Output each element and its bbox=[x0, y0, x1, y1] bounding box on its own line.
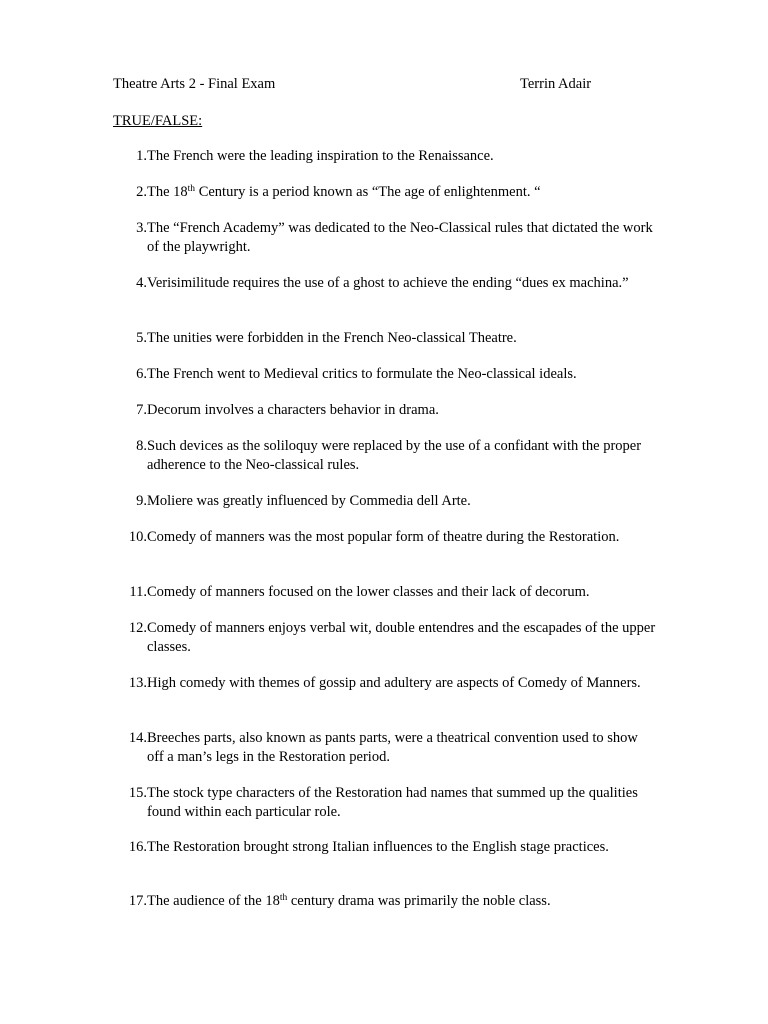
question-number: 3. bbox=[136, 220, 147, 236]
ordinal-suffix: th bbox=[187, 184, 196, 194]
question-text bbox=[147, 183, 657, 202]
question-text: The French were the leading inspiration to the Renaissance. bbox=[147, 148, 494, 164]
question-number: 11. bbox=[129, 584, 147, 600]
course-title: Theatre Arts 2 - Final Exam bbox=[113, 76, 276, 92]
question-number: 14. bbox=[128, 730, 147, 746]
question-text: Verisimilitude requires the use of a ghost to achieve the ending “dues ex machina.” bbox=[147, 275, 629, 291]
question-text: Moliere was greatly influenced by Commedia dell Arte. bbox=[147, 493, 471, 509]
question-text: High comedy with themes of gossip and adultery are aspects of Comedy of Manners. bbox=[147, 675, 641, 691]
question-number: 9. bbox=[136, 493, 147, 509]
question-text: The “French Academy” was dedicated to the Neo-Classical rules that dictated the work of the playwright. bbox=[147, 220, 653, 255]
question-text: Decorum involves a characters behavior in drama. bbox=[147, 402, 439, 418]
question-text: Comedy of manners enjoys verbal wit, double entendres and the escapades of the upper classes. bbox=[147, 620, 656, 655]
question-number: 15. bbox=[128, 785, 147, 801]
question-text-part: century drama was primarily the noble class. bbox=[287, 893, 551, 909]
page-header bbox=[113, 74, 673, 96]
question-text: Comedy of manners was the most popular form of theatre during the Restoration. bbox=[147, 529, 620, 545]
question-text: Breeches parts, also known as pants parts, were a theatrical convention used to show off a man’s legs in the Restoration period. bbox=[147, 730, 638, 765]
question-number: 1. bbox=[136, 148, 147, 164]
question-number: 5. bbox=[136, 330, 147, 346]
question-text-part: Century is a period known as “The age of enlightenment. “ bbox=[195, 184, 541, 200]
question-number: 2. bbox=[136, 184, 147, 200]
question-text-part: The audience of the 18 bbox=[147, 893, 280, 909]
question-number: 16. bbox=[128, 839, 147, 855]
question-number: 13. bbox=[128, 675, 147, 691]
question-text: Comedy of manners focused on the lower classes and their lack of decorum. bbox=[147, 584, 590, 600]
question-number: 10. bbox=[128, 529, 147, 545]
question-text: Such devices as the soliloquy were replaced by the use of a confidant with the proper adherence to the Neo-classical rules. bbox=[147, 438, 642, 473]
question-text: The Restoration brought strong Italian influences to the English stage practices. bbox=[147, 839, 609, 855]
question-number: 4. bbox=[136, 275, 147, 291]
question-text: The unities were forbidden in the French Neo-classical Theatre. bbox=[147, 330, 517, 346]
question-text-part: The 18 bbox=[147, 184, 188, 200]
question-number: 8. bbox=[136, 438, 147, 454]
question-number: 7. bbox=[136, 402, 147, 418]
question-number: 12. bbox=[128, 620, 147, 636]
question-text: The stock type characters of the Restoration had names that summed up the qualities found within each particular role. bbox=[147, 785, 638, 820]
section-heading: TRUE/FALSE: bbox=[113, 113, 203, 129]
question-text bbox=[147, 892, 657, 911]
ordinal-suffix: th bbox=[279, 893, 288, 903]
question-number: 17. bbox=[128, 893, 147, 909]
student-name: Terrin Adair bbox=[520, 76, 592, 92]
question-text: The French went to Medieval critics to formulate the Neo-classical ideals. bbox=[147, 366, 577, 382]
question-number: 6. bbox=[136, 366, 147, 382]
